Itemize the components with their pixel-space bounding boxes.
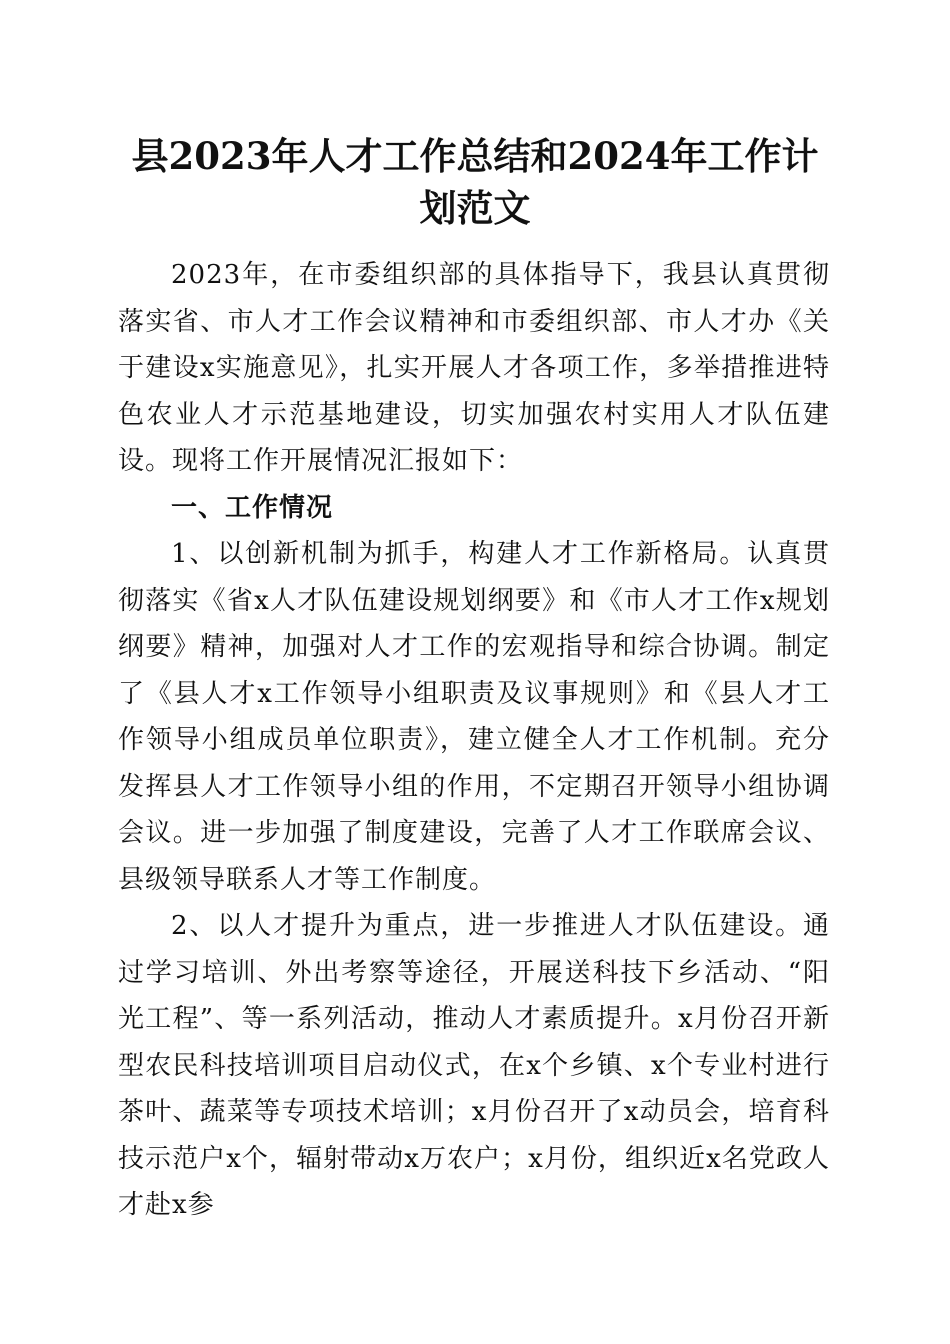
- section-heading: 一、工作情况: [171, 492, 334, 523]
- item-2-paragraph: 2、以人才提升为重点，进一步推进人才队伍建设。通过学习培训、外出考察等途径，开展送科技下乡活动、“阳光工程”、等一系列活动，推动人才素质提升。x月份召开新型农民科技培训项目启动仪式，在x个乡镇、x个专业村进行茶叶、蔬菜等专项技术培训；x月份召开了x动员会，培育科技示范户x个，辐射带动x万农户；x月份，组织近x名党政人才赴x参: [118, 911, 830, 1220]
- intro-paragraph: 2023年，在市委组织部的具体指导下，我县认真贯彻落实省、市人才工作会议精神和市委组织部、市人才办《关于建设x实施意见》，扎实开展人才各项工作，多举措推进特色农业人才示范基地建设，切实加强农村实用人才队伍建设。现将工作开展情况汇报如下：: [118, 260, 830, 476]
- document-body: [118, 252, 830, 1229]
- item-1-paragraph: 1、以创新机制为抓手，构建人才工作新格局。认真贯彻落实《省x人才队伍建设规划纲要》和《市人才工作x规划纲要》精神，加强对人才工作的宏观指导和综合协调。制定了《县人才x工作领导小组职责及议事规则》和《县人才工作领导小组成员单位职责》，建立健全人才工作机制。充分发挥县人才工作领导小组的作用，不定期召开领导小组协调会议。进一步加强了制度建设，完善了人才工作联席会议、县级领导联系人才等工作制度。: [118, 539, 830, 895]
- document-title: 县2023年人才工作总结和2024年工作计划范文: [131, 134, 819, 230]
